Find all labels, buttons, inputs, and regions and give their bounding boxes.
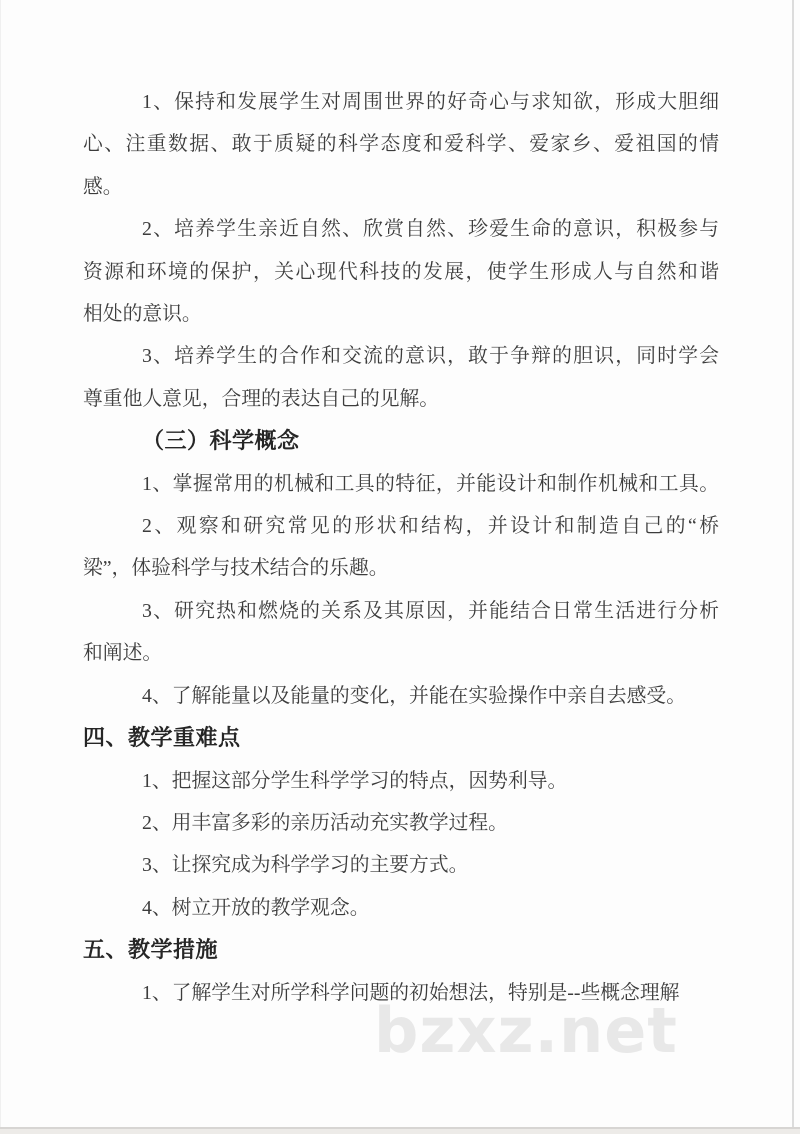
text-line: 2、培养学生亲近自然、欣赏自然、珍爱生命的意识，积极参与 (142, 218, 719, 241)
text-line: 尊重他人意见，合理的表达自己的见解。 (83, 387, 440, 410)
text-line: 3、培养学生的合作和交流的意识，敢于争辩的胆识，同时学会 (142, 345, 719, 368)
text-line: 2、用丰富多彩的亲历活动充实教学过程。 (142, 811, 508, 834)
text-line: 心、注重数据、敢于质疑的科学态度和爱科学、爱家乡、爱祖国的情 (83, 133, 719, 156)
watermark: bzxz.net (374, 994, 678, 1067)
heading-line: 五、教学措施 (83, 937, 219, 963)
text-line: 感。 (83, 175, 123, 198)
page-left-edge (0, 0, 1, 1127)
text-line: 3、让探究成为科学学习的主要方式。 (142, 854, 469, 877)
text-line: 3、研究热和燃烧的关系及其原因，并能结合日常生活进行分析 (142, 599, 719, 622)
heading-line: （三）科学概念 (142, 428, 300, 454)
text-line: 4、了解能量以及能量的变化，并能在实验操作中亲自去感受。 (142, 684, 686, 707)
text-line: 1、掌握常用的机械和工具的特征，并能设计和制作机械和工具。 (142, 472, 719, 495)
heading-line: 四、教学重难点 (83, 725, 241, 751)
text-line: 和阐述。 (83, 642, 163, 665)
page-right-edge (792, 0, 794, 1127)
text-line: 1、了解学生对所学科学问题的初始想法，特别是--些概念理解 (142, 981, 680, 1004)
text-line: 4、树立开放的教学观念。 (142, 896, 370, 919)
text-line: 2、观察和研究常见的形状和结构，并设计和制造自己的“桥 (142, 515, 719, 538)
text-line: 1、把握这部分学生科学学习的特点，因势利导。 (142, 769, 568, 792)
page-bottom-band (0, 1129, 800, 1134)
text-line: 资源和环境的保护，关心现代科技的发展，使学生形成人与自然和谐 (83, 260, 719, 283)
text-lines (83, 81, 719, 1014)
text-line: 梁”，体验科学与技术结合的乐趣。 (83, 557, 389, 580)
text-line: 相处的意识。 (83, 303, 202, 326)
text-line: 1、保持和发展学生对周围世界的好奇心与求知欲，形成大胆细 (142, 91, 719, 113)
